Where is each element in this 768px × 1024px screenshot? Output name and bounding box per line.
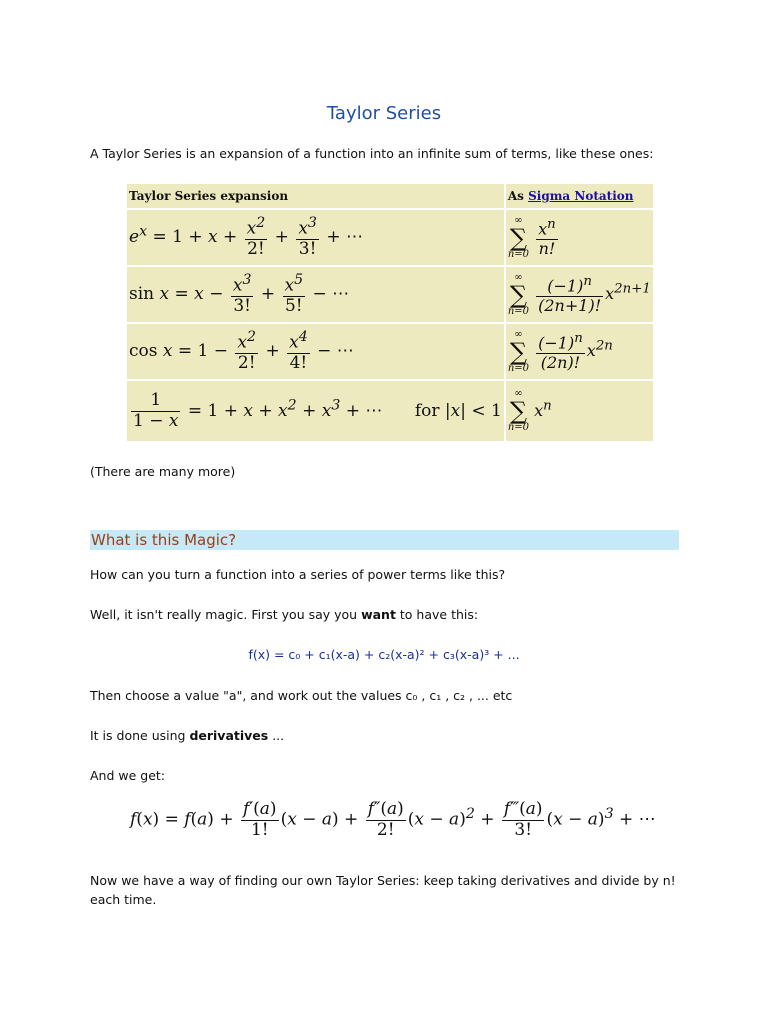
sigma-notation-link[interactable]: Sigma Notation xyxy=(528,189,634,203)
header-expansion: Taylor Series expansion xyxy=(127,184,506,210)
table-row-geometric xyxy=(127,381,653,441)
taylor-general-formula: f(x) = f(a) + $\frac{f'(a)}{1!}$ (x − a) + $\frac{f''(a)}{2!}$ $(x - a)^2$ + $\frac{f‴(a)}{3!}$ $(x - a)^3$ + ⋯ xyxy=(130,799,656,840)
derivatives-suffix: ... xyxy=(268,728,285,743)
geometric-sigma: ∞ ∑ n=0 $x^n$ xyxy=(507,388,552,433)
want-suffix: to have this: xyxy=(395,607,479,622)
section-heading: What is this Magic? xyxy=(90,530,679,550)
sin-sigma: ∞ ∑ n=0 $\frac{(-1)^n}{(2n+1)!}$ $x^{2n+1}$ xyxy=(506,267,653,324)
exp-sigma: ∞ ∑ n=0 $\frac{x^n}{n!}$ xyxy=(506,210,653,267)
derivatives-bold: derivatives xyxy=(189,728,269,743)
table-row-exp xyxy=(127,210,653,267)
intro-paragraph: A Taylor Series is an expansion of a function into an infinite sum of terms, like these ones: xyxy=(90,146,654,161)
cos-sigma: ∞ ∑ n=0 $\frac{(-1)^n}{(2n)!}$ $x^{2n}$ xyxy=(506,324,653,381)
cos-expansion: cos x = 1 − $\frac{x^2}{2!}$ + $\frac{x^4}{4!}$ − ⋯ xyxy=(127,324,506,381)
exp-expansion: $e^x = 1 + x$ + $\frac{x^2}{2!}$ + $\frac{x^3}{3!}$ + ⋯ xyxy=(127,210,506,267)
geometric-expansion: $\frac{1}{1 - x}$ = $1 + x + x^2 + x^3$ + ⋯ for |x| < 1 xyxy=(127,381,506,441)
table-row-cos xyxy=(127,324,653,381)
more-note: (There are many more) xyxy=(90,464,236,479)
taylor-series-table xyxy=(127,184,653,441)
derivatives-prefix: It is done using xyxy=(90,728,190,743)
question-paragraph: How can you turn a function into a series of power terms like this? xyxy=(90,567,506,582)
page-title: Taylor Series xyxy=(326,103,442,124)
want-prefix: Well, it isn't really magic. First you say you xyxy=(90,607,362,622)
derivatives-paragraph xyxy=(90,728,284,743)
header-sigma-prefix: As xyxy=(507,189,529,203)
header-sigma xyxy=(506,184,653,210)
want-paragraph xyxy=(90,607,478,622)
sin-expansion: sin x = x − $\frac{x^3}{3!}$ + $\frac{x^5}{5!}$ − ⋯ xyxy=(127,267,506,324)
table-header-row xyxy=(127,184,653,210)
power-series-formula: f(x) = c₀ + c₁(x-a) + c₂(x-a)² + c₃(x-a)³ + ... xyxy=(248,647,520,662)
and-we-get: And we get: xyxy=(90,768,166,783)
want-bold: want xyxy=(361,607,396,622)
choose-paragraph: Then choose a value "a", and work out the values c₀ , c₁ , c₂ , ... etc xyxy=(90,688,513,703)
conclusion-paragraph: Now we have a way of finding our own Taylor Series: keep taking derivatives and divide by n! each time. xyxy=(90,873,676,907)
table-row-sin xyxy=(127,267,653,324)
